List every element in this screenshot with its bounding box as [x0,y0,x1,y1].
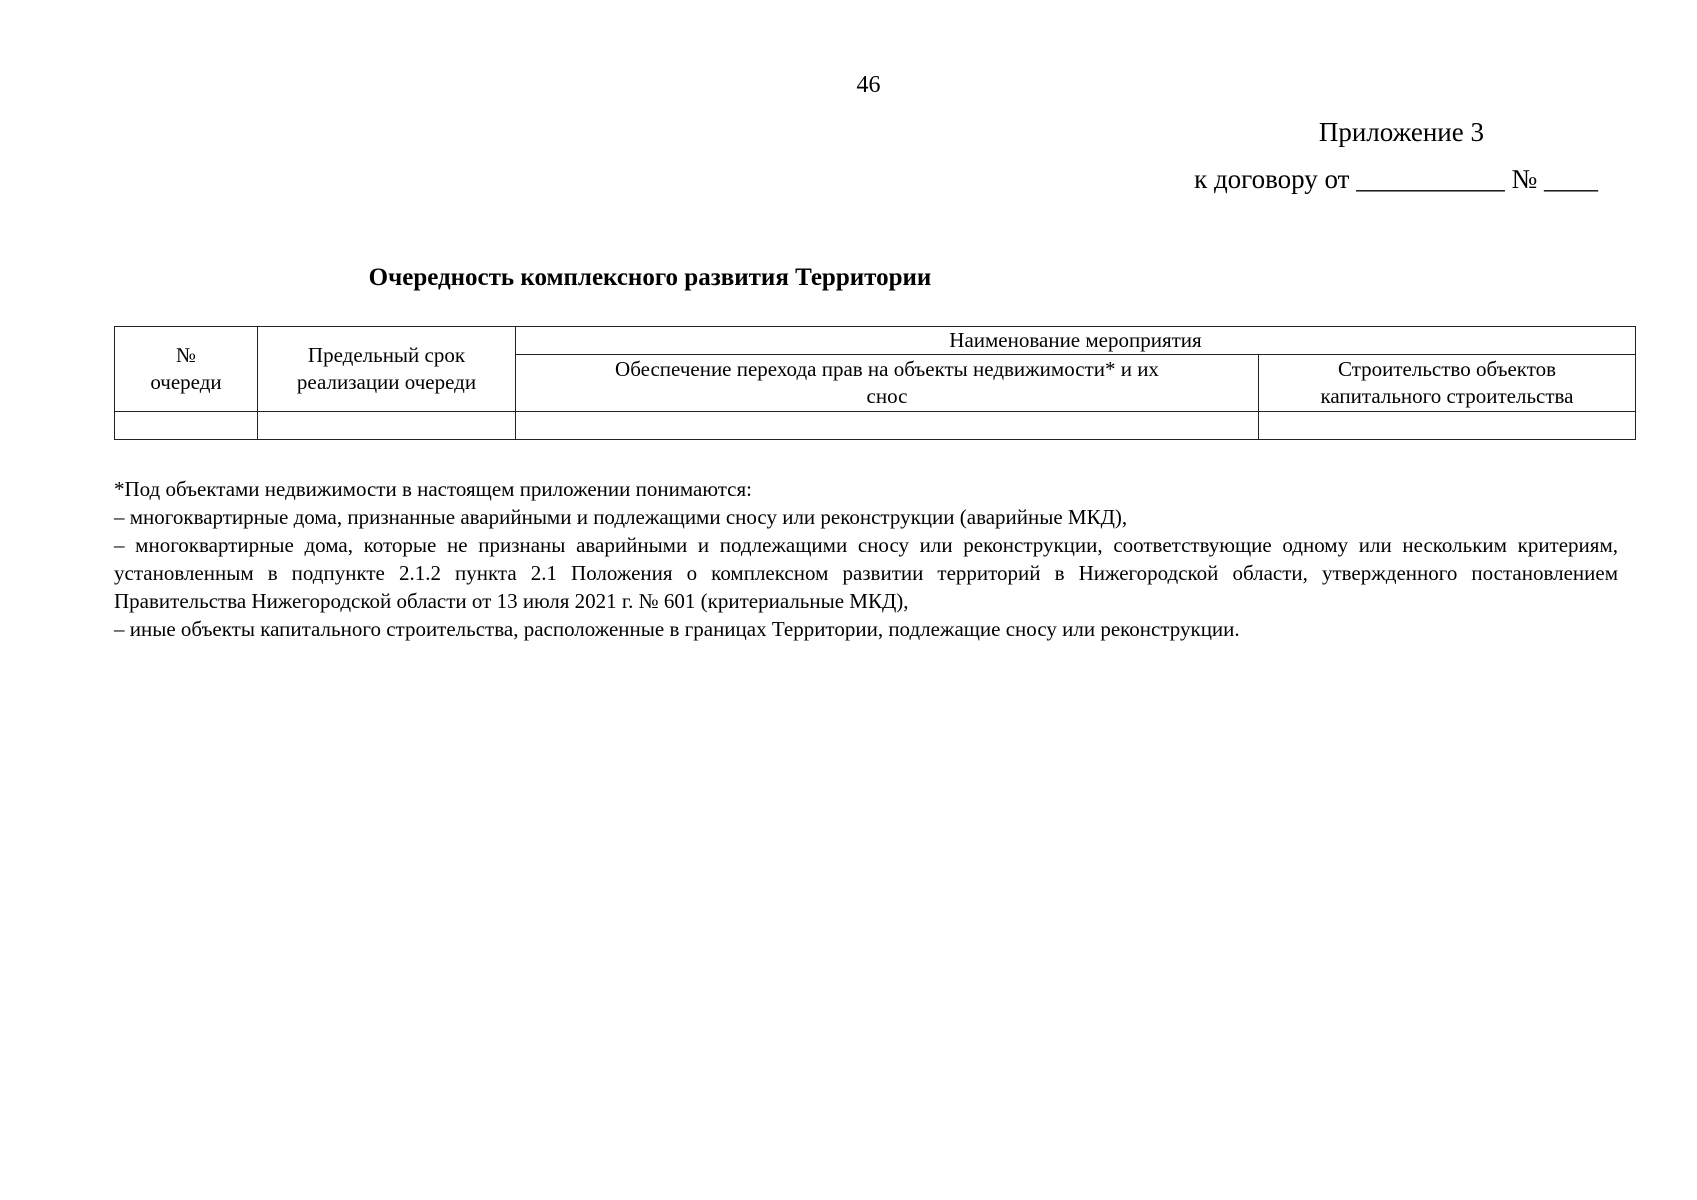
footnote-item: – многоквартирные дома, признанные аварийными и подлежащими сносу или реконструкции (аварийные МКД), [114,505,1128,529]
page-number: 46 [856,72,881,98]
queue-table [114,326,1636,440]
table-cell [115,412,258,440]
header-construction: Строительство объектов капитального строительства [1259,355,1636,412]
table-cell [516,412,1259,440]
header-number: № очереди [115,327,258,412]
document-title: Очередность комплексного развития Территории [368,264,932,291]
header-activity-group: Наименование мероприятия [516,327,1636,355]
table-row [115,412,1636,440]
footnote [114,475,1618,643]
header-rights-transfer: Обеспечение перехода прав на объекты недвижимости* и их снос [516,355,1259,412]
table-cell [1259,412,1636,440]
appendix-label: Приложение 3 [1318,117,1484,147]
table-cell [258,412,516,440]
contract-line: к договору от ___________ № ____ [1194,164,1598,194]
footnote-item: – иные объекты капитального строительства, расположенные в границах Территории, подлежащие сносу или реконструкции. [114,617,1240,641]
footnote-item: – многоквартирные дома, которые не признаны аварийными и подлежащими сносу или реконструкции, соответствующие одному или нескольким критериям, установленным в подпункте 2.1.2 пункта 2.1 Положения о комплексном развитии территорий в Нижегородской области, утвержденного постановлением Правительства Нижегородской области от 13 июля 2021 г. № 601 (критериальные МКД), [114,533,1618,613]
header-deadline: Предельный срок реализации очереди [258,327,516,412]
footnote-intro: *Под объектами недвижимости в настоящем приложении понимаются: [114,477,752,501]
